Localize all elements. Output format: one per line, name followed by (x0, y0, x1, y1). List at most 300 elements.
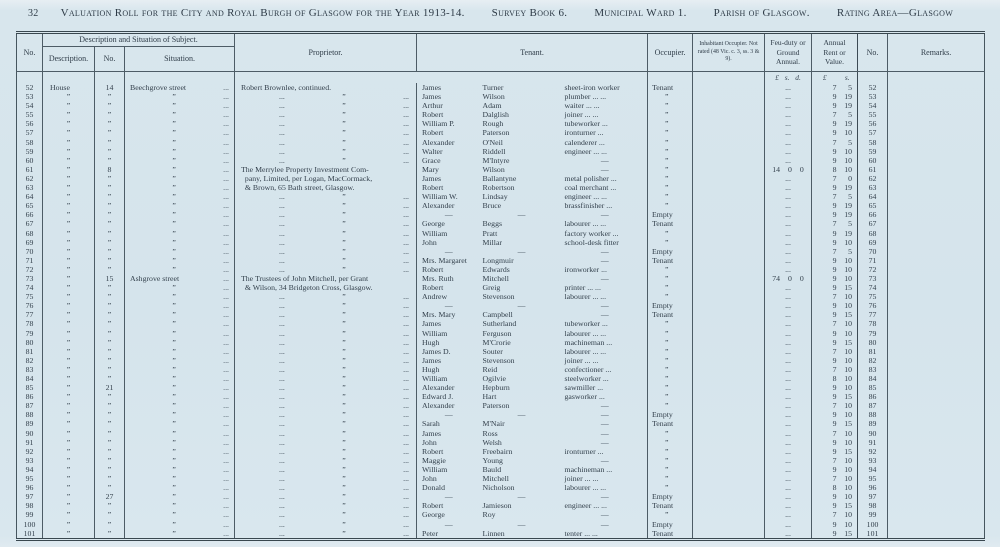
row-number-cell: 53 (25, 92, 34, 102)
tenant-forename-cell: — (417, 410, 481, 419)
feu-duty-cell: ... (765, 283, 812, 292)
row-number-cell: 91 (25, 437, 34, 447)
tenant-surname-cell: Riddell (482, 146, 506, 156)
tenant-occupation-cell: joiner ... ... (564, 474, 599, 484)
tenant-surname-cell: M'Nair (482, 419, 505, 429)
row-number-cell: 79 (25, 328, 34, 338)
tenant-occupation-cell: — (600, 310, 609, 320)
tenant-surname-cell: — (517, 492, 526, 502)
rent-shillings-cell: 10 (844, 464, 853, 474)
row-number-cell-2: 99 (858, 510, 888, 519)
remarks-cell (888, 119, 985, 128)
remarks-cell (888, 410, 985, 419)
proprietor-cell: ... ” ... (235, 265, 417, 274)
proprietor-cell: ... ” ... (235, 138, 417, 147)
street-no-cell: ” (95, 310, 125, 319)
col-header-no2: No. (858, 33, 888, 72)
row-number-cell-2: 97 (858, 492, 888, 501)
situation-cell: ” ... (125, 292, 235, 301)
tenant-surname-cell: Hepburn (482, 383, 510, 393)
remarks-cell (888, 219, 985, 228)
tenant-occupation-cell: — (600, 401, 609, 411)
description-cell: ” (43, 138, 95, 147)
tenant-forename-cell: Mrs. Mary (417, 310, 481, 319)
table-row (17, 501, 985, 510)
description-cell: ” (43, 119, 95, 128)
proprietor-cell: ... ” ... (235, 247, 417, 256)
row-number-cell-2: 60 (858, 156, 888, 165)
rent-shillings-cell: 15 (844, 310, 853, 320)
inhabitant-occupier-cell (693, 438, 765, 447)
feu-duty-cell: ... (765, 492, 812, 501)
feu-duty-cell: ... (765, 319, 812, 328)
rent-pounds-cell: 9 (812, 492, 838, 501)
situation-cell: ” ... (125, 492, 235, 501)
table-row (17, 256, 985, 265)
street-no-cell: ” (95, 465, 125, 474)
occupier-cell: ” (648, 119, 693, 128)
rent-pounds-cell: 9 (812, 92, 838, 101)
street-no-cell: ” (95, 110, 125, 119)
rent-shillings-cell: 10 (844, 255, 853, 265)
tenant-surname-cell: Campbell (482, 310, 513, 320)
feu-duty-cell: ... (765, 110, 812, 119)
row-number-cell-2: 66 (858, 210, 888, 219)
proprietor-cell: ... ” ... (235, 410, 417, 419)
occupier-cell: ” (648, 338, 693, 347)
occupier-cell: ” (648, 265, 693, 274)
tenant-forename-cell: James (417, 356, 481, 365)
rent-shillings-cell: 10 (844, 264, 853, 274)
table-row (17, 128, 985, 137)
row-number-cell-2: 73 (858, 274, 888, 283)
occupier-cell: ” (648, 238, 693, 247)
inhabitant-occupier-cell (693, 329, 765, 338)
inhabitant-occupier-cell (693, 174, 765, 183)
table-row (17, 229, 985, 238)
tenant-occupation-cell: labourer ... ... (564, 328, 607, 338)
tenant-occupation-cell: sawmiller ... (564, 383, 604, 393)
occupier-cell: Tenant (648, 529, 693, 540)
proprietor-cell: ... ” ... (235, 119, 417, 128)
rent-pounds-unit: £ (812, 72, 838, 84)
row-number-cell: 76 (25, 301, 34, 311)
remarks-cell (888, 383, 985, 392)
tenant-surname-cell: Ferguson (482, 328, 512, 338)
description-cell: ” (43, 147, 95, 156)
row-number-cell-2: 71 (858, 256, 888, 265)
rent-pounds-cell: 7 (812, 192, 838, 201)
description-cell: ” (43, 274, 95, 283)
remarks-cell (888, 183, 985, 192)
rent-pounds-cell: 9 (812, 156, 838, 165)
spacer-cell (858, 72, 888, 84)
rent-shillings-cell: 19 (844, 183, 853, 193)
row-number-cell: 82 (25, 355, 34, 365)
rent-shillings-cell: 15 (844, 283, 853, 293)
situation-cell: ” ... (125, 101, 235, 110)
situation-cell: ” ... (125, 474, 235, 483)
tenant-surname-cell: Beggs (482, 219, 503, 229)
feu-duty-cell: ... (765, 383, 812, 392)
table-row (17, 147, 985, 156)
row-number-cell-2: 54 (858, 101, 888, 110)
rent-pounds-cell: 7 (812, 174, 838, 183)
rent-pounds-cell: 9 (812, 283, 838, 292)
remarks-cell (888, 128, 985, 137)
street-no-cell: ” (95, 138, 125, 147)
tenant-occupation-cell: calenderer ... (564, 137, 605, 147)
proprietor-cell: ... ” ... (235, 301, 417, 310)
row-number-cell: 84 (25, 374, 34, 383)
tenant-occupation-cell: — (600, 419, 609, 429)
inhabitant-occupier-cell (693, 238, 765, 247)
rent-shillings-cell: 15 (844, 528, 853, 538)
description-cell: ” (43, 329, 95, 338)
tenant-forename-cell: Hugh (417, 365, 481, 374)
spacer-cell (235, 72, 417, 84)
rent-pounds-cell: 7 (812, 365, 838, 374)
row-number-cell: 67 (25, 219, 34, 229)
inhabitant-occupier-cell (693, 165, 765, 174)
occupier-cell: ” (648, 483, 693, 492)
remarks-cell (888, 429, 985, 438)
row-number-cell-2: 72 (858, 265, 888, 274)
situation-cell: ” ... (125, 310, 235, 319)
tenant-forename-cell: William (417, 374, 481, 383)
proprietor-cell: ... ” ... (235, 438, 417, 447)
proprietor-cell: ... ” ... (235, 419, 417, 428)
remarks-cell (888, 338, 985, 347)
description-cell: ” (43, 465, 95, 474)
street-no-cell: ” (95, 483, 125, 492)
row-number-cell: 95 (25, 474, 34, 484)
remarks-cell (888, 456, 985, 465)
tenant-surname-cell: Wilson (482, 164, 505, 174)
tenant-surname-cell: Adam (482, 101, 502, 111)
rent-pounds-cell: 9 (812, 147, 838, 156)
row-number-cell: 93 (25, 455, 34, 465)
feu-duty-cell: ... (765, 128, 812, 137)
rent-pounds-cell: 9 (812, 210, 838, 219)
inhabitant-occupier-cell (693, 192, 765, 201)
inhabitant-occupier-cell (693, 274, 765, 283)
remarks-cell (888, 210, 985, 219)
remarks-cell (888, 229, 985, 238)
feu-duty-cell: ... (765, 520, 812, 529)
rent-pounds-cell: 9 (812, 256, 838, 265)
occupier-cell: ” (648, 156, 693, 165)
tenant-occupation-cell: metal polisher ... (564, 173, 617, 183)
tenant-surname-cell: Pratt (482, 228, 498, 238)
description-cell: ” (43, 365, 95, 374)
col-header-no: No. (17, 33, 43, 72)
tenant-occupation-cell: plumber ... ... (564, 92, 607, 102)
proprietor-cell: ... ” ... (235, 229, 417, 238)
rent-pounds-cell: 9 (812, 356, 838, 365)
proprietor-cell: ... ” ... (235, 292, 417, 301)
feu-duty-cell: ... (765, 429, 812, 438)
rent-pounds-cell: 7 (812, 401, 838, 410)
tenant-surname-cell: Bauld (482, 464, 502, 474)
row-number-cell: 69 (25, 237, 34, 247)
description-cell: ” (43, 319, 95, 328)
rent-pounds-cell: 9 (812, 520, 838, 529)
proprietor-cell: & Wilson, 34 Bridgeton Cross, Glasgow. (235, 283, 417, 292)
proprietor-cell: ... ” ... (235, 365, 417, 374)
row-number-cell-2: 91 (858, 438, 888, 447)
street-no-cell: ” (95, 520, 125, 529)
situation-cell: ” ... (125, 219, 235, 228)
tenant-occupation-cell: machineman ... (564, 337, 613, 347)
remarks-cell (888, 529, 985, 540)
feu-duty-cell: ... (765, 292, 812, 301)
table-row (17, 247, 985, 256)
rent-shillings-cell: 0 (848, 173, 853, 183)
description-cell: ” (43, 510, 95, 519)
inhabitant-occupier-cell (693, 256, 765, 265)
col-header-situation: Situation. (125, 47, 235, 72)
inhabitant-occupier-cell (693, 147, 765, 156)
tenant-occupation-cell: — (600, 519, 609, 529)
description-cell: ” (43, 429, 95, 438)
situation-cell: ” ... (125, 256, 235, 265)
occupier-cell: ” (648, 347, 693, 356)
tenant-forename-cell: Donald (417, 483, 481, 492)
situation-cell: ” ... (125, 465, 235, 474)
currency-units-row (17, 72, 985, 84)
remarks-cell (888, 356, 985, 365)
inhabitant-occupier-cell (693, 301, 765, 310)
street-no-cell: ” (95, 347, 125, 356)
table-row (17, 265, 985, 274)
situation-cell: ” ... (125, 401, 235, 410)
situation-cell: ” ... (125, 374, 235, 383)
rent-pounds-cell: 9 (812, 265, 838, 274)
row-number-cell-2: 69 (858, 238, 888, 247)
rent-shillings-cell: 15 (844, 337, 853, 347)
occupier-cell: Empty (648, 520, 693, 529)
remarks-cell (888, 174, 985, 183)
inhabitant-occupier-cell (693, 365, 765, 374)
rent-shillings-cell: 19 (844, 119, 853, 129)
rent-pounds-cell: 7 (812, 347, 838, 356)
rent-pounds-cell: 9 (812, 301, 838, 310)
tenant-surname-cell: Wilson (482, 92, 505, 102)
proprietor-cell: ... ” ... (235, 110, 417, 119)
feu-duty-cell: ... (765, 338, 812, 347)
proprietor-cell: pany, Limited, per Logan, MacCormack, (235, 174, 417, 183)
inhabitant-occupier-cell (693, 219, 765, 228)
remarks-cell (888, 101, 985, 110)
tenant-surname-cell: — (517, 246, 526, 256)
tenant-occupation-cell: engineer ... ... (564, 501, 607, 511)
occupier-cell: ” (648, 283, 693, 292)
tenant-surname-cell: Roy (482, 510, 496, 520)
situation-cell: ” ... (125, 128, 235, 137)
street-no-cell: ” (95, 319, 125, 328)
tenant-forename-cell: William (417, 229, 481, 238)
situation-cell: ” ... (125, 283, 235, 292)
description-cell: ” (43, 401, 95, 410)
proprietor-cell: The Merrylee Property Investment Com- (235, 165, 417, 174)
tenant-surname-cell: Mitchell (482, 474, 509, 484)
tenant-occupation-cell: factory worker ... (564, 228, 619, 238)
description-cell: ” (43, 374, 95, 383)
tenant-occupation-cell: — (600, 210, 609, 220)
situation-cell: ” ... (125, 192, 235, 201)
tenant-surname-cell: Freebairn (482, 446, 513, 456)
proprietor-cell: ... ” ... (235, 210, 417, 219)
description-cell: ” (43, 92, 95, 101)
remarks-cell (888, 447, 985, 456)
situation-cell: ” ... (125, 110, 235, 119)
occupier-cell: ” (648, 365, 693, 374)
situation-cell: ” ... (125, 447, 235, 456)
tenant-forename-cell: William W. (417, 192, 481, 201)
tenant-surname-cell: Linnen (482, 528, 505, 538)
remarks-cell (888, 192, 985, 201)
row-number-cell-2: 89 (858, 419, 888, 428)
feu-duty-cell: ... (765, 183, 812, 192)
inhabitant-occupier-cell (693, 492, 765, 501)
proprietor-cell: ... ” ... (235, 92, 417, 101)
feu-duty-cell: ... (765, 347, 812, 356)
situation-cell: ” ... (125, 329, 235, 338)
tenant-surname-cell: — (517, 410, 526, 420)
row-number-cell-2: 59 (858, 147, 888, 156)
tenant-forename-cell: Robert (417, 265, 481, 274)
doc-title-survey-book: Survey Book 6. (491, 7, 568, 19)
rent-shillings-cell: 5 (848, 219, 853, 229)
street-no-cell: 21 (95, 383, 125, 392)
occupier-cell: ” (648, 274, 693, 283)
tenant-surname-cell: Bruce (482, 201, 502, 211)
doc-title-ward: Municipal Ward 1. (594, 7, 687, 19)
inhabitant-occupier-cell (693, 510, 765, 519)
table-row (17, 483, 985, 492)
description-cell: ” (43, 492, 95, 501)
tenant-occupation-cell: tubeworker ... (564, 119, 608, 129)
occupier-cell: ” (648, 92, 693, 101)
tenant-occupation-cell: sheet-iron worker (564, 83, 620, 92)
occupier-cell: Tenant (648, 256, 693, 265)
feu-duty-cell: 14 0 0 (765, 165, 812, 174)
table-row (17, 374, 985, 383)
description-cell: ” (43, 474, 95, 483)
tenant-forename-cell: Robert (417, 110, 481, 119)
description-cell: ” (43, 174, 95, 183)
rent-shillings-cell: 5 (848, 83, 853, 92)
tenant-forename-cell: — (417, 520, 481, 529)
tenant-occupation-cell: — (600, 510, 609, 520)
occupier-cell: ” (648, 374, 693, 383)
tenant-occupation-cell: ironturner ... (564, 128, 604, 138)
tenant-occupation-cell: printer ... ... (564, 283, 601, 293)
rent-pounds-cell: 7 (812, 219, 838, 228)
table-row (17, 529, 985, 540)
remarks-cell (888, 156, 985, 165)
inhabitant-occupier-cell (693, 319, 765, 328)
remarks-cell (888, 329, 985, 338)
tenant-occupation-cell: tenter ... ... (564, 528, 598, 538)
street-no-cell: ” (95, 92, 125, 101)
tenant-surname-cell: Robertson (482, 183, 515, 193)
occupier-cell: Tenant (648, 219, 693, 228)
feu-duty-cell: ... (765, 229, 812, 238)
situation-cell: ” ... (125, 138, 235, 147)
occupier-cell: Tenant (648, 501, 693, 510)
remarks-cell (888, 283, 985, 292)
proprietor-cell: ... ” ... (235, 238, 417, 247)
remarks-cell (888, 392, 985, 401)
row-number-cell-2: 52 (858, 83, 888, 92)
inhabitant-occupier-cell (693, 410, 765, 419)
feu-duty-cell: ... (765, 438, 812, 447)
rent-pounds-cell: 7 (812, 456, 838, 465)
street-no-cell: ” (95, 183, 125, 192)
row-number-cell: 87 (25, 401, 34, 411)
row-number-cell: 56 (25, 119, 34, 129)
situation-cell: ” ... (125, 165, 235, 174)
row-number-cell-2: 55 (858, 110, 888, 119)
street-no-cell: ” (95, 265, 125, 274)
description-cell: ” (43, 301, 95, 310)
occupier-cell: Tenant (648, 419, 693, 428)
table-row (17, 238, 985, 247)
row-number-cell-2: 100 (858, 520, 888, 529)
spacer-cell (417, 72, 481, 84)
rent-shillings-cell: 10 (844, 519, 853, 529)
proprietor-cell: ... ” ... (235, 492, 417, 501)
inhabitant-occupier-cell (693, 83, 765, 92)
row-number-cell: 86 (25, 392, 34, 402)
proprietor-cell: ... ” ... (235, 529, 417, 540)
occupier-cell: ” (648, 456, 693, 465)
proprietor-cell: ... ” ... (235, 520, 417, 529)
inhabitant-occupier-cell (693, 456, 765, 465)
inhabitant-occupier-cell (693, 347, 765, 356)
valuation-roll-table (16, 31, 985, 541)
rent-shillings-cell: 10 (844, 237, 853, 247)
tenant-surname-cell: Sutherland (482, 319, 517, 329)
table-row (17, 456, 985, 465)
description-cell: ” (43, 247, 95, 256)
proprietor-cell: ... ” ... (235, 338, 417, 347)
row-number-cell-2: 83 (858, 365, 888, 374)
rent-shillings-cell: 10 (844, 374, 853, 383)
feu-duty-cell: 74 0 0 (765, 274, 812, 283)
spacer-cell (481, 72, 563, 84)
feu-duty-cell: ... (765, 219, 812, 228)
situation-cell: ” ... (125, 183, 235, 192)
occupier-cell: Empty (648, 247, 693, 256)
inhabitant-occupier-cell (693, 374, 765, 383)
row-number-cell: 64 (25, 192, 34, 202)
tenant-forename-cell: Peter (417, 529, 481, 540)
table-row (17, 183, 985, 192)
row-number-cell-2: 84 (858, 374, 888, 383)
occupier-cell: Empty (648, 210, 693, 219)
remarks-cell (888, 147, 985, 156)
tenant-surname-cell: Nicholson (482, 483, 515, 493)
spacer-cell (563, 72, 648, 84)
description-cell: ” (43, 110, 95, 119)
rent-pounds-cell: 9 (812, 238, 838, 247)
remarks-cell (888, 520, 985, 529)
tenant-surname-cell: Stevenson (482, 355, 515, 365)
feu-duty-cell: ... (765, 410, 812, 419)
